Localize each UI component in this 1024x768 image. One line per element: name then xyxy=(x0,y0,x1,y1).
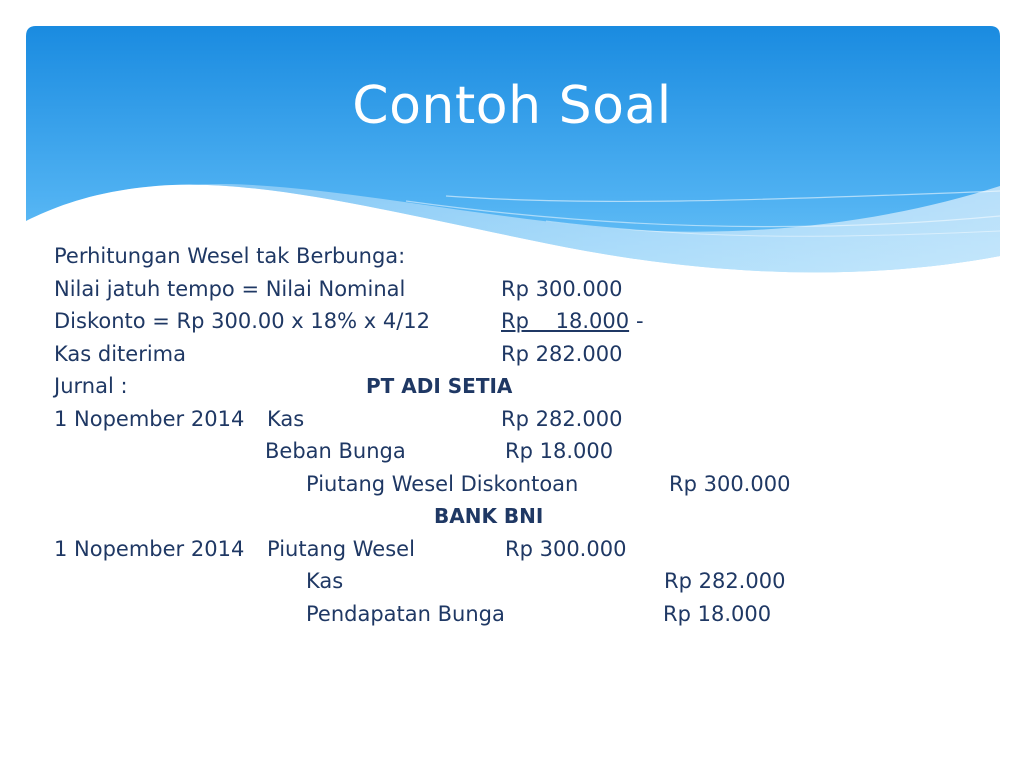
company-heading-bank-bni: BANK BNI xyxy=(434,504,544,528)
company-heading-pt-adi-setia: PT ADI SETIA xyxy=(366,374,513,398)
journal-amount: Rp 18.000 xyxy=(663,601,772,626)
journal-amount: Rp 282.000 xyxy=(664,569,786,593)
line-journal-heading xyxy=(54,370,984,403)
journal-account: Kas xyxy=(267,406,305,431)
line-bank-heading xyxy=(54,500,984,533)
line-maturity-value xyxy=(54,273,984,306)
subtract-operator: - xyxy=(636,309,644,333)
journal-amount: Rp 18.000 xyxy=(505,439,614,463)
journal-date: 1 Nopember 2014 xyxy=(54,536,245,561)
journal-row xyxy=(54,565,984,598)
maturity-value-amount: Rp 300.000 xyxy=(501,276,623,301)
journal-account: Beban Bunga xyxy=(265,439,406,463)
cash-received-label: Kas diterima xyxy=(54,341,186,366)
discount-label: Diskonto = Rp 300.00 x 18% x 4/12 xyxy=(54,309,431,333)
journal-row xyxy=(54,403,984,436)
maturity-value-label: Nilai jatuh tempo = Nilai Nominal xyxy=(54,276,406,301)
journal-row xyxy=(54,598,984,631)
cash-received-amount: Rp 282.000 xyxy=(501,341,623,366)
journal-account: Kas xyxy=(306,569,344,593)
journal-row xyxy=(54,533,984,566)
journal-amount: Rp 282.000 xyxy=(501,406,623,431)
line-heading xyxy=(54,240,984,273)
journal-row xyxy=(54,435,984,468)
calc-heading: Perhitungan Wesel tak Berbunga: xyxy=(54,244,406,268)
discount-amount: Rp 18.000 xyxy=(501,309,630,333)
journal-amount: Rp 300.000 xyxy=(505,536,627,561)
journal-date: 1 Nopember 2014 xyxy=(54,406,245,431)
journal-account: Pendapatan Bunga xyxy=(306,601,505,626)
journal-account: Piutang Wesel xyxy=(267,536,415,561)
line-discount xyxy=(54,305,984,338)
journal-account: Piutang Wesel Diskontoan xyxy=(306,471,579,496)
journal-label: Jurnal : xyxy=(54,374,128,398)
journal-row xyxy=(54,468,984,501)
journal-amount: Rp 300.000 xyxy=(669,471,791,496)
slide-title: Contoh Soal xyxy=(352,76,672,136)
line-cash-received xyxy=(54,338,984,371)
slide-body xyxy=(54,240,984,630)
